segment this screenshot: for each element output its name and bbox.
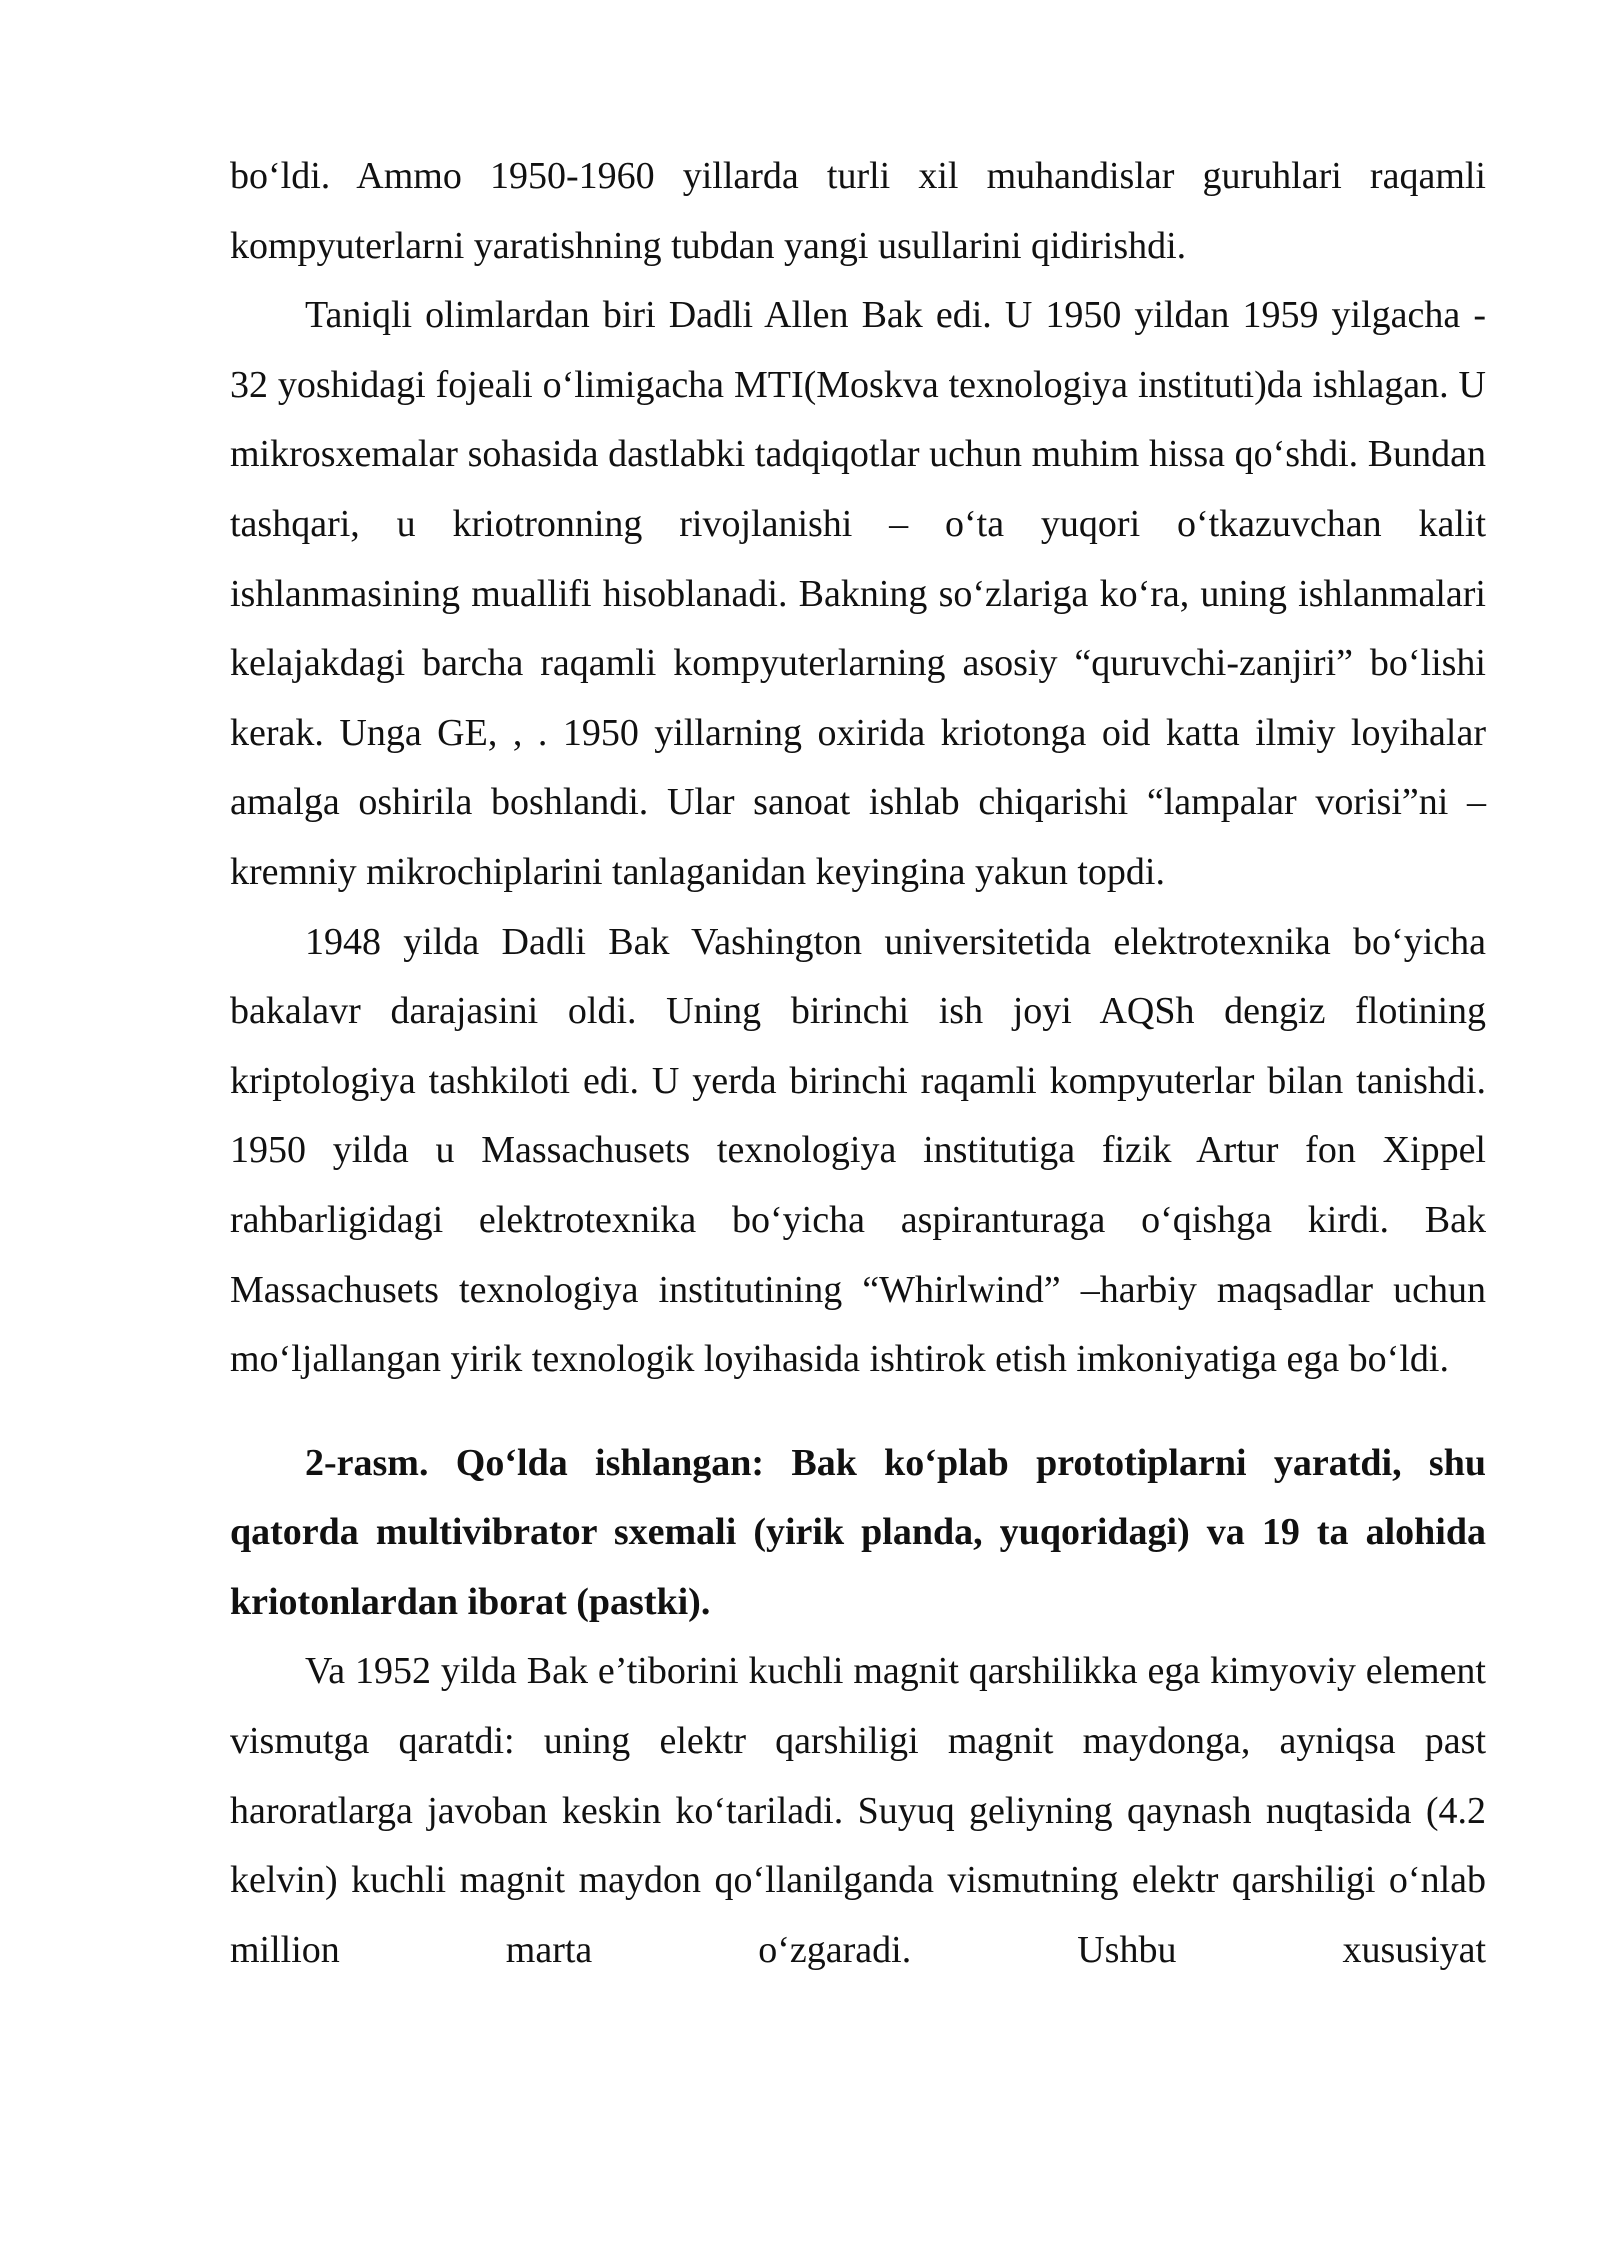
paragraph-dadli-allen-bak: Taniqli olimlardan biri Dadli Allen Bak edi. U 1950 yildan 1959 yilgacha - 32 yoshidagi fojeali o‘limigacha MTI(Moskva texnologiya instituti)da ishlagan. U mikrosxemalar sohasida dastlabki tadqiqotlar uchun muhim hissa qo‘shdi. Bundan tashqari, u kriotronning rivojlanishi – o‘ta yuqori o‘tkazuvchan kalit ishlanmasining muallifi hisoblanadi. Bakning so‘zlariga ko‘ra, uning ishlanmalari kelajakdagi barcha raqamli kompyuterlarning asosiy “quruvchi-zanjiri” bo‘lishi kerak. Unga GE, , . 1950 yillarning oxirida kriotonga oid katta ilmiy loyihalar amalga oshirila boshlandi. Ular sanoat ishlab chiqarishi “lampalar vorisi”ni – kremniy mikrochiplarini tanlaganidan keyingina yakun topdi. xyxy=(230,294,1486,893)
paragraph-1948-education: 1948 yilda Dadli Bak Vashington universitetida elektrotexnika bo‘yicha bakalavr darajasini oldi. Uning birinchi ish joyi AQSh dengiz flotining kriptologiya tashkiloti edi. U yerda birinchi raqamli kompyuterlar bilan tanishdi. 1950 yilda u Massachusets texnologiya institutiga fizik Artur fon Xippel rahbarligidagi elektrotexnika bo‘yicha aspiranturaga o‘qishga kirdi. Bak Massachusets texnologiya institutining “Whirlwind” –harbiy maqsadlar uchun mo‘ljallangan yirik texnologik loyihasida ishtirok etish imkoniyatiga ega bo‘ldi. xyxy=(230,920,1486,1381)
paragraph-continuation: bo‘ldi. Ammo 1950-1960 yillarda turli xil muhandislar guruhlari raqamli kompyuterlarni yaratishning tubdan yangi usullarini qidirishdi. xyxy=(230,155,1486,267)
document-body xyxy=(230,142,1486,1985)
figure-caption: 2-rasm. Qo‘lda ishlangan: Bak ko‘plab prototiplarni yaratdi, shu qatorda multivibrator sxemali (yirik planda, yuqoridagi) va 19 ta alohida kriotonlardan iborat (pastki). xyxy=(230,1441,1486,1623)
paragraph-vismut: Va 1952 yilda Bak e’tiborini kuchli magnit qarshilikka ega kimyoviy element vismutga qaratdi: uning elektr qarshiligi magnit maydonga, ayniqsa past haroratlarga javoban keskin ko‘tariladi. Suyuq geliyning qaynash nuqtasida (4.2 kelvin) kuchli magnit maydon qo‘llanilganda vismutning elektr qarshiligi o‘nlab million marta o‘zgaradi. Ushbu xususiyat xyxy=(230,1650,1486,1971)
